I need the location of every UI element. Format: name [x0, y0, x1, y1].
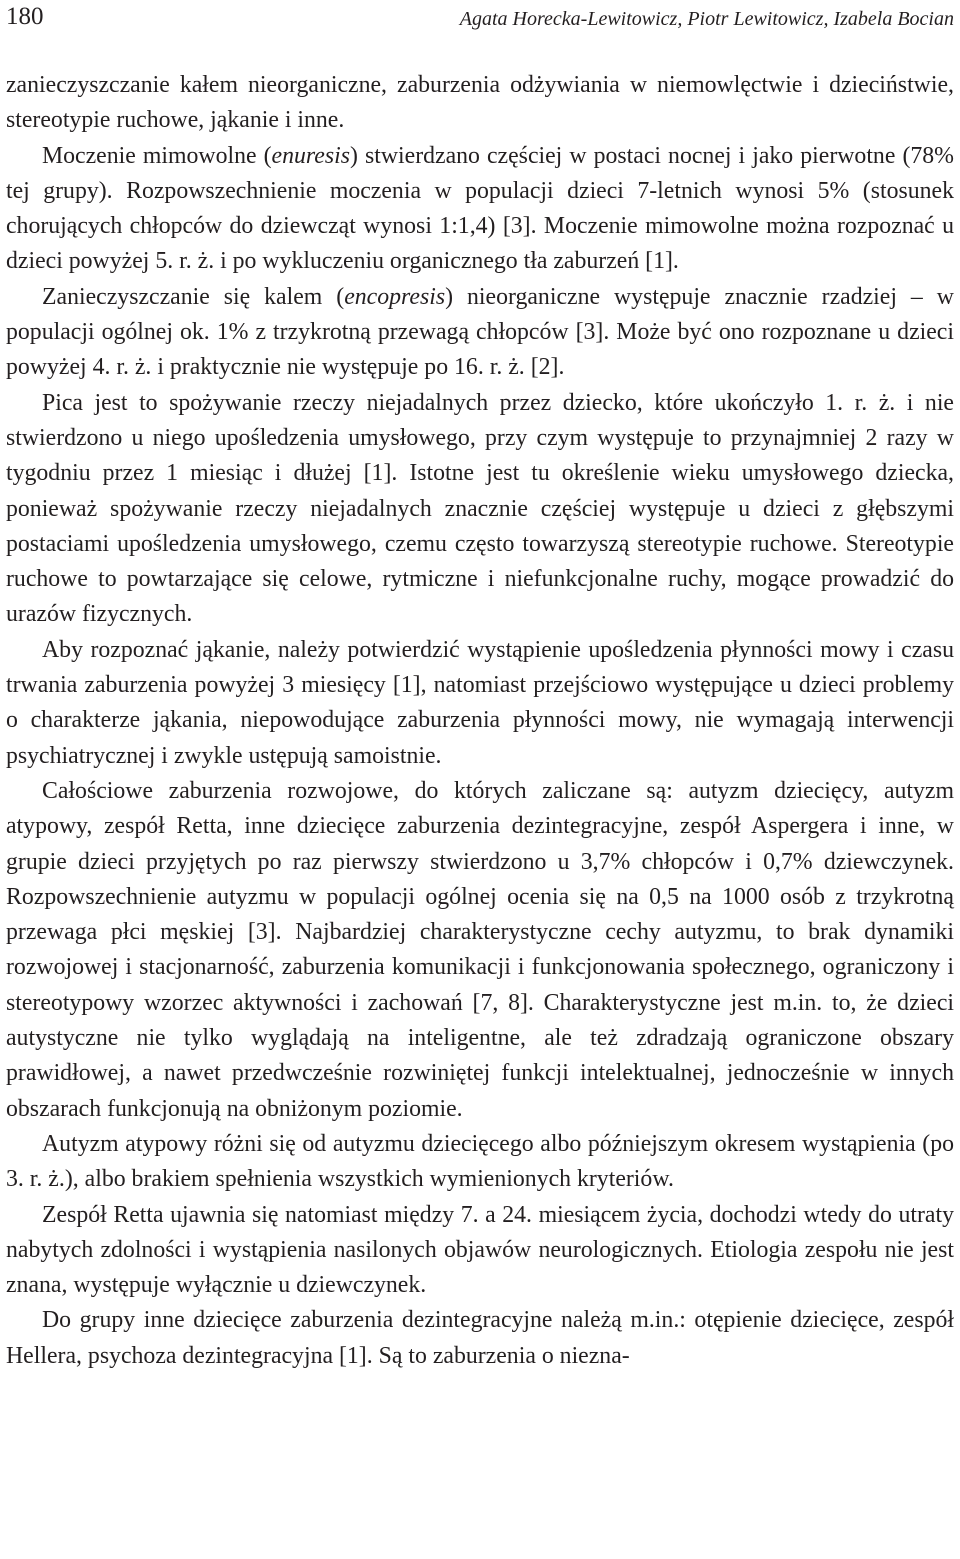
latin-term: encopresis	[344, 283, 446, 310]
paragraph-encopresis	[6, 280, 954, 386]
paragraph-text: Całościowe zaburzenia rozwojowe, do których zaliczane są: autyzm dziecięcy, autyzm atypowy, zespół Retta, inne dziecięce zaburzenia dezintegracyjne, zespół Aspergera i inne, w grupie dzieci przyjętych po raz pierwszy stwierdzono u 3,7% chłopców i 0,7% dziewczynek. Rozpowszechnienie autyzmu w populacji ogólnej ocenia się na 0,5 na 1000 osób z trzykrotną przewaga płci męskiej [3]. Najbardziej charakterystyczne cechy autyzmu, to brak dynamiki rozwojowej i stacjonarność, zaburzenia komunikacji i funkcjonowania społecznego, ograniczony i stereotypowy wzorzec aktywności i zachowań [7, 8]. Charakterystyczne jest m.in. to, że dzieci autystyczne nie tylko wyglądają na inteligentne, ale też zdradzają ograniczone obszary prawidłowej, a nawet przedwcześnie rozwiniętej funkcji intelektualnej, jednocześnie w innych obszarach funkcjonują na obniżonym poziomie.	[6, 777, 954, 1122]
paragraph-text: ) nieorganiczne występuje znacznie rzadziej – w populacji ogólnej ok. 1% z trzykrotną przewagą chłopców [3]. Może być ono rozpoznane u dzieci powyżej 4. r. ż. i praktycznie nie występuje po 16. r. ż. [2].	[6, 283, 954, 381]
paragraph-text: Pica jest to spożywanie rzeczy niejadalnych przez dziecko, które ukończyło 1. r. ż. i nie stwierdzono u niego upośledzenia umysłowego, przy czym występuje to przynajmniej 2 razy w tygodniu przez 1 miesiąc i dłużej [1]. Istotne jest tu określenie wieku umysłowego dziecka, ponieważ spożywanie rzeczy niejadalnych znacznie częściej występuje u dzieci z głębszymi postaciami upośledzenia umysłowego, czemu często towarzyszą stereotypie ruchowe. Stereotypie ruchowe to powtarzające się celowe, rytmiczne i niefunkcjonalne ruchy, mogące prowadzić do urazów fizycznych.	[6, 389, 954, 628]
paragraph-text: Do grupy inne dziecięce zaburzenia dezintegracyjne należą m.in.: otępienie dziecięce, zespół Hellera, psychoza dezintegracyjna [1]. Są to zaburzenia o niezna-	[6, 1307, 954, 1369]
page-number: 180	[6, 3, 44, 30]
paragraph-text: Aby rozpoznać jąkanie, należy potwierdzić wystąpienie upośledzenia płynności mowy i czasu trwania zaburzenia powyżej 3 miesięcy [1], natomiast przejściowo występujące u dzieci problemy o charakterze jąkania, niepowodujące zaburzenia płynności mowy, nie wymagają interwencji psychiatrycznej i zwykle ustępują samoistnie.	[6, 636, 954, 769]
paragraph-continued	[6, 68, 954, 139]
latin-term: enuresis	[271, 142, 350, 169]
paragraph-disintegrative-disorders	[6, 1303, 954, 1374]
paragraph-text: zanieczyszczanie kałem nieorganiczne, zaburzenia odżywiania w niemowlęctwie i dzieciństwie, stereotypie ruchowe, jąkanie i inne.	[6, 72, 954, 134]
body-text	[6, 68, 954, 1374]
running-head-authors: Agata Horecka-Lewitowicz, Piotr Lewitowicz, Izabela Bocian	[459, 8, 954, 30]
paragraph-text: Autyzm atypowy różni się od autyzmu dziecięcego albo późniejszym okresem wystąpienia (po 3. r. ż.), albo brakiem spełnienia wszystkich wymienionych kryteriów.	[6, 1130, 954, 1193]
paragraph-pica	[6, 386, 954, 633]
paragraph-enuresis	[6, 139, 954, 280]
paragraph-text: ) stwierdzano częściej w postaci nocnej i jako pierwotne (78% tej grupy). Rozpowszechnienie moczenia w populacji dzieci 7-letnich wynosi 5% (stosunek chorujących chłopców do dziewcząt wynosi 1:1,4) [3]. Moczenie mimowolne można rozpoznać u dzieci powyżej 5. r. ż. i po wykluczeniu organicznego tła zaburzeń [1].	[6, 142, 954, 275]
paragraph-pervasive-disorders	[6, 774, 954, 1127]
paragraph-text: Moczenie mimowolne (	[42, 142, 272, 169]
paragraph-text: Zanieczyszczanie się kalem (	[42, 283, 345, 310]
page-header	[6, 0, 954, 40]
paragraph-rett-syndrome	[6, 1198, 954, 1304]
paragraph-text: Zespół Retta ujawnia się natomiast między 7. a 24. miesiącem życia, dochodzi wtedy do utraty nabytych zdolności i wystąpienia nasilonych objawów neurologicznych. Etiologia zespołu nie jest znana, występuje wyłącznie u dziewczynek.	[6, 1201, 954, 1299]
paragraph-stuttering	[6, 633, 954, 774]
paragraph-atypical-autism	[6, 1127, 954, 1198]
